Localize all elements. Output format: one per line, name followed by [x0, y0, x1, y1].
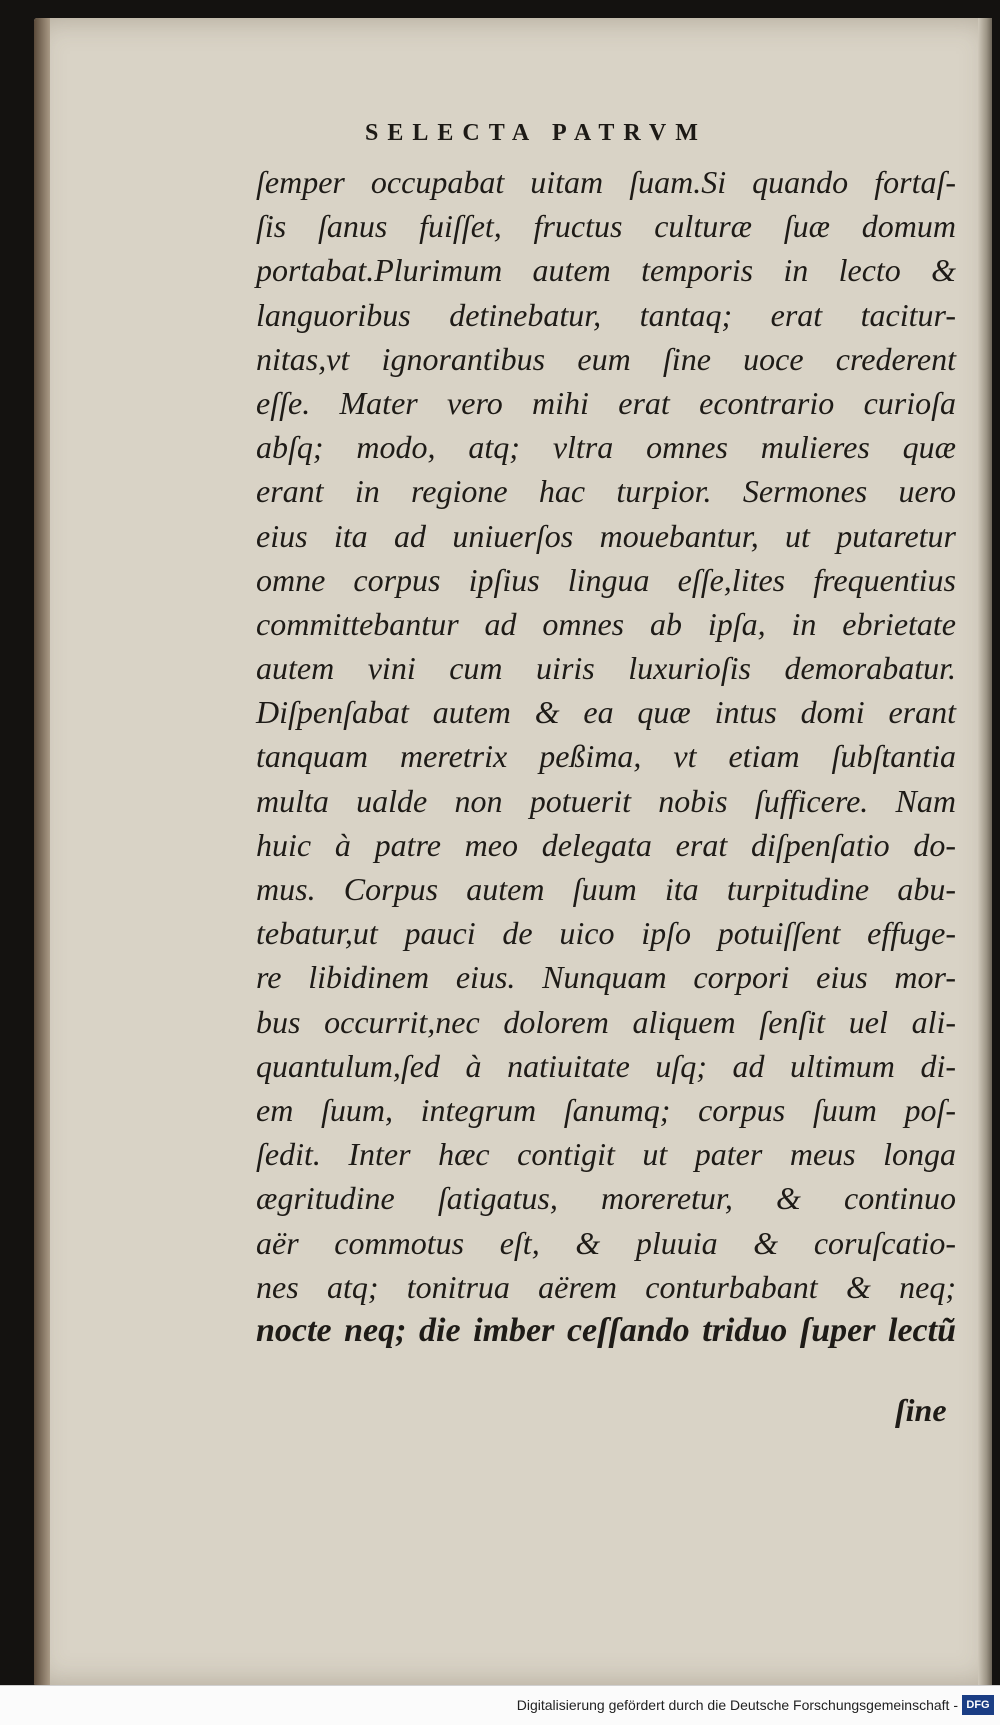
page-binding-edge [34, 18, 50, 1686]
text-line: em ſuum, integrum ſanumq; corpus ſuum poſ- [256, 1091, 956, 1128]
text-line: eius ita ad uniuerſos mouebantur, ut putaretur [256, 517, 956, 554]
text-line: abſq; modo, atq; vltra omnes mulieres quæ [256, 429, 956, 466]
text-line: languoribus detinebatur, tantaq; erat tacitur- [256, 296, 956, 333]
footer-bar [0, 1685, 1000, 1725]
catchword: ſine [895, 1392, 947, 1428]
running-head: SELECTA PATRVM [365, 120, 707, 146]
text-line: omne corpus ipſius lingua eſſe,lites frequentius [256, 561, 956, 598]
text-line: erant in regione hac turpior. Sermones uero [256, 473, 956, 510]
text-line: re libidinem eius. Nunquam corpori eius mor- [256, 959, 956, 996]
text-line: tebatur,ut pauci de uico ipſo potuiſſent effuge- [256, 915, 956, 952]
text-line: ſedit. Inter hæc contigit ut pater meus longa [256, 1136, 956, 1173]
text-line: eſſe. Mater vero mihi erat econtrario curioſa [256, 384, 956, 421]
text-line: autem vini cum uiris luxurioſis demorabatur. [256, 650, 956, 687]
text-line: ſis ſanus fuiſſet, fructus culturæ ſuæ domum [256, 208, 956, 245]
text-line: ægritudine ſatigatus, moreretur, & continuo [256, 1180, 956, 1217]
text-line: nitas,vt ignorantibus eum ſine uoce crederent [256, 340, 956, 377]
text-line: tanquam meretrix peßima, vt etiam ſubſtantia [256, 738, 956, 775]
text-line: aër commotus eſt, & pluuia & coruſcatio- [256, 1224, 956, 1261]
text-line: committebantur ad omnes ab ipſa, in ebrietate [256, 605, 956, 642]
text-line: huic à patre meo delegata erat diſpenſatio do- [256, 826, 956, 863]
text-line: mus. Corpus autem ſuum ita turpitudine abu- [256, 871, 956, 907]
page-fore-edge [978, 18, 992, 1686]
dfg-logo: DFG [962, 1695, 994, 1715]
text-line: quantulum,ſed à natiuitate uſq; ad ultimum di- [256, 1047, 956, 1084]
footer-credit: Digitalisierung gefördert durch die Deutsche Forschungsgemeinschaft - [516, 1697, 958, 1713]
body-text [256, 160, 956, 1353]
text-line: Diſpenſabat autem & ea quæ intus domi erant [256, 694, 956, 731]
text-line: portabat.Plurimum autem temporis in lecto & [256, 252, 956, 289]
text-line: multa ualde non potuerit nobis ſufficere. Nam [256, 782, 956, 819]
text-line: bus occurrit,nec dolorem aliquem ſenſit uel ali- [256, 1003, 956, 1040]
text-line: nocte neq; die imber ceſſando triduo ſuper lectũ [256, 1311, 956, 1349]
text-line: ſemper occupabat uitam ſuam.Si quando fortaſ- [256, 164, 956, 200]
text-line: nes atq; tonitrua aërem conturbabant & neq; [256, 1268, 956, 1305]
